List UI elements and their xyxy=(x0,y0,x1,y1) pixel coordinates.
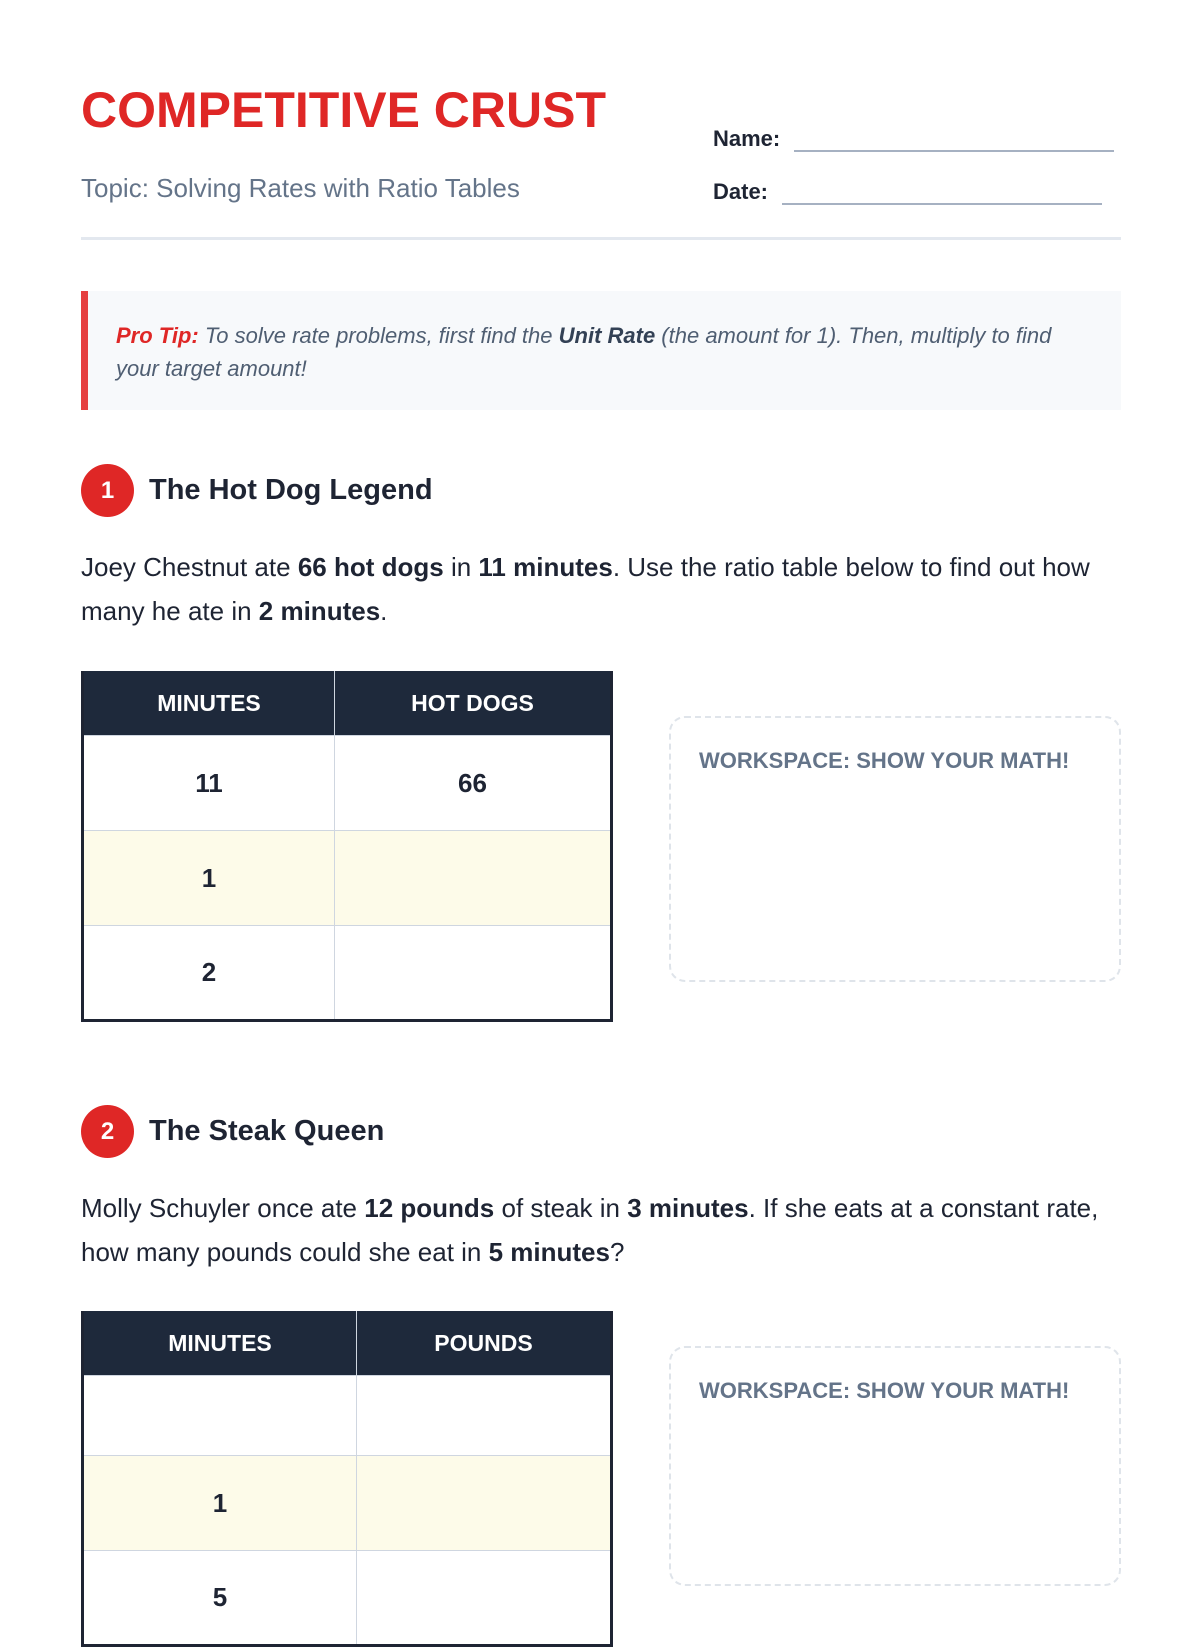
question-text-part: of steak in xyxy=(494,1193,628,1223)
answer-cell[interactable] xyxy=(357,1456,612,1551)
workspace-label: WORKSPACE: SHOW YOUR MATH! xyxy=(699,748,1070,773)
worksheet xyxy=(81,0,1121,1612)
workspace-box-1[interactable] xyxy=(669,716,1121,982)
pro-tip-bold: Unit Rate xyxy=(558,323,656,348)
answer-cell[interactable] xyxy=(335,831,612,926)
table-cell: 66 xyxy=(335,736,612,831)
table-cell: 2 xyxy=(83,926,335,1021)
question-text-part: . Use the ratio table below to find out how many he ate in xyxy=(81,552,1090,626)
date-blank-line[interactable] xyxy=(782,173,1102,205)
table-header-row xyxy=(83,1311,612,1376)
question-title: The Hot Dog Legend xyxy=(149,474,433,506)
table-cell: 11 xyxy=(83,736,335,831)
column-header: MINUTES xyxy=(83,671,335,736)
table-row xyxy=(83,926,612,1021)
workspace-label: WORKSPACE: SHOW YOUR MATH! xyxy=(699,1378,1070,1403)
pro-tip-label: Pro Tip: xyxy=(116,323,199,348)
date-label: Date: xyxy=(713,179,769,204)
question-text-bold: 66 hot dogs xyxy=(297,552,444,582)
pro-tip-text-1: To solve rate problems, first find the xyxy=(198,323,559,348)
name-label: Name: xyxy=(713,126,781,151)
name-field xyxy=(713,120,1114,152)
table-row xyxy=(83,831,612,926)
column-header: MINUTES xyxy=(83,1311,357,1376)
table-row xyxy=(83,1376,612,1456)
question-text-part: Molly Schuyler once ate xyxy=(81,1193,365,1223)
question-1-text xyxy=(81,545,1121,633)
question-text-bold: 11 minutes xyxy=(478,552,613,582)
answer-cell[interactable] xyxy=(335,926,612,1021)
table-cell: 5 xyxy=(83,1551,357,1646)
question-number-badge: 2 xyxy=(81,1105,134,1158)
worksheet-header xyxy=(81,0,1121,240)
question-text-bold: 5 minutes xyxy=(488,1237,610,1267)
table-header-row xyxy=(83,671,612,736)
question-text-part: . xyxy=(380,596,388,626)
ratio-table-1 xyxy=(81,671,613,1022)
question-text-bold: 3 minutes xyxy=(627,1193,749,1223)
date-field xyxy=(713,173,1102,205)
workspace-box-2[interactable] xyxy=(669,1346,1121,1586)
question-1-heading xyxy=(81,464,433,517)
column-header: HOT DOGS xyxy=(335,671,612,736)
question-text-part: ? xyxy=(609,1237,625,1267)
pro-tip-text-2: (the amount for 1). Then, multiply to find your target amount! xyxy=(116,323,1052,381)
answer-cell[interactable] xyxy=(83,1376,357,1456)
answer-cell[interactable] xyxy=(357,1376,612,1456)
question-text-part: in xyxy=(443,552,479,582)
question-text-bold: 12 pounds xyxy=(364,1193,495,1223)
question-2-heading xyxy=(81,1105,384,1158)
pro-tip-box xyxy=(81,291,1121,410)
ratio-table-2 xyxy=(81,1311,613,1647)
column-header: POUNDS xyxy=(357,1311,612,1376)
question-title: The Steak Queen xyxy=(149,1115,385,1147)
table-row xyxy=(83,736,612,831)
worksheet-title: COMPETITIVE CRUST xyxy=(81,82,607,138)
question-number-badge: 1 xyxy=(81,464,134,517)
table-row xyxy=(83,1456,612,1551)
question-text-part: Joey Chestnut ate xyxy=(81,552,298,582)
question-text-part: . If she eats at a constant rate, how many pounds could she eat in xyxy=(81,1193,1099,1267)
table-row xyxy=(83,1551,612,1646)
table-cell: 1 xyxy=(83,1456,357,1551)
question-2-text xyxy=(81,1186,1121,1274)
topic-line: Topic: Solving Rates with Ratio Tables xyxy=(81,173,520,203)
answer-cell[interactable] xyxy=(357,1551,612,1646)
table-cell: 1 xyxy=(83,831,335,926)
name-blank-line[interactable] xyxy=(794,120,1114,152)
question-text-bold: 2 minutes xyxy=(258,596,381,626)
